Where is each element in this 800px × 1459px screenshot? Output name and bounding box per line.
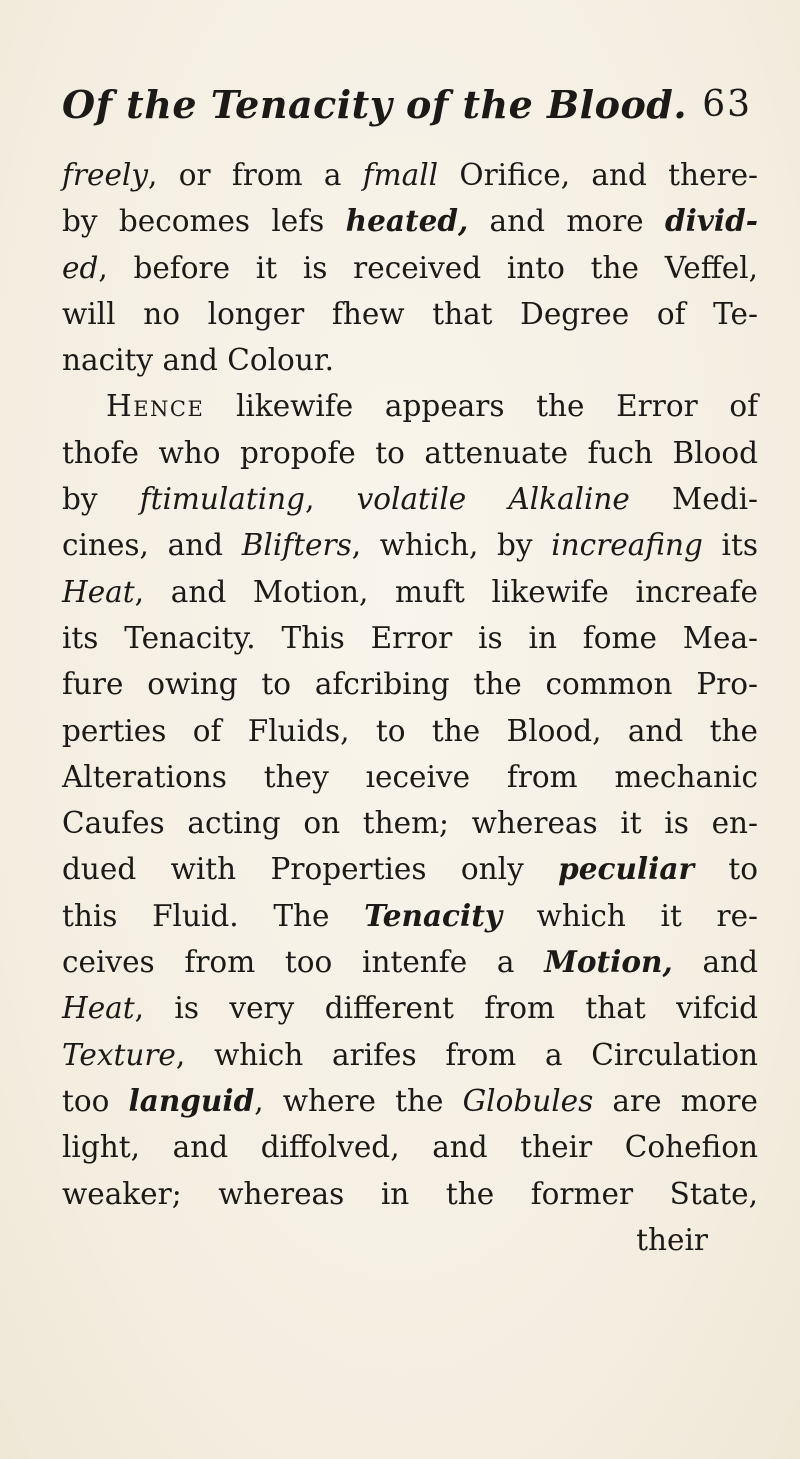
text-run: are more: [593, 1083, 758, 1118]
text-run: perties of Fluids, to the Blood, and the: [62, 713, 758, 748]
text-line: [62, 291, 758, 337]
text-line: [62, 569, 758, 615]
emphasized-text: increafing: [551, 528, 703, 563]
text-line: [62, 1032, 758, 1078]
text-line: [62, 337, 758, 383]
text-run: thofe who propofe to attenuate fuch Blood: [62, 435, 758, 470]
text-run: Alterations they ıeceive from mechanic: [62, 759, 758, 794]
emphasized-text: ed: [62, 250, 99, 285]
text-line: [62, 522, 758, 568]
text-run: nacity and Colour.: [62, 343, 335, 378]
text-line: [62, 383, 758, 429]
emphasized-text: Globules: [462, 1083, 594, 1118]
text-line: [62, 846, 758, 892]
text-line: [62, 1171, 758, 1217]
catchword-line: [62, 1217, 758, 1263]
running-head: [62, 82, 752, 142]
text-run: to: [694, 852, 758, 887]
text-run: , where the: [254, 1083, 463, 1118]
text-run: , which arifes from a Circulation: [175, 1037, 758, 1072]
emphasized-text: Tenacity: [364, 897, 502, 933]
text-run: and: [672, 945, 758, 980]
emphasized-text: ftimulating: [139, 482, 306, 517]
text-run: this Fluid. The: [62, 898, 365, 933]
text-run: weaker; whereas in the former State,: [62, 1176, 758, 1211]
text-run: dued with Properties only: [62, 852, 559, 887]
emphasized-text: divid-: [664, 203, 758, 239]
text-run: Orifice, and there-: [438, 158, 759, 192]
text-run: , before it is received into the Veffel,: [98, 250, 758, 285]
body-text: [62, 152, 758, 1263]
emphasized-text: Blifters: [241, 528, 352, 563]
text-run: light, and diffolved, and their Cohefion: [62, 1130, 758, 1165]
emphasized-text: volatile Alkaline: [356, 482, 630, 517]
text-line: [62, 800, 758, 846]
text-run: Medi-: [629, 482, 758, 517]
emphasized-text: Hence: [106, 389, 205, 424]
text-run: Caufes acting on them; whereas it is en-: [62, 806, 758, 841]
emphasized-text: languid: [128, 1082, 255, 1118]
running-title: Of the Tenacity of the Blood.: [62, 82, 688, 127]
text-line: [62, 1124, 758, 1170]
emphasized-text: Motion,: [544, 944, 673, 980]
text-run: its: [702, 528, 758, 563]
text-run: , and Motion, muft likewife increafe: [134, 574, 758, 609]
text-run: will no longer fhew that Degree of Te-: [62, 296, 758, 331]
text-line: [62, 476, 758, 522]
emphasized-text: freely: [62, 158, 149, 192]
text-run: by becomes lefs: [62, 204, 346, 239]
text-line: [62, 754, 758, 800]
emphasized-text: Texture: [62, 1037, 176, 1072]
text-run: by: [62, 482, 140, 517]
text-line: [62, 152, 758, 198]
text-run: and more: [468, 204, 665, 239]
text-run: their: [636, 1222, 708, 1257]
text-run: , is very different from that vifcid: [134, 991, 758, 1026]
text-run: , or from a: [148, 158, 363, 192]
text-run: cines, and: [62, 528, 242, 563]
text-run: ,: [305, 482, 357, 517]
text-run: which it re-: [502, 898, 759, 933]
text-line: [62, 1078, 758, 1124]
text-line: [62, 198, 758, 244]
text-run: its Tenacity. This Error is in fome Mea-: [62, 620, 758, 655]
text-line: [62, 985, 758, 1031]
text-line: [62, 245, 758, 291]
emphasized-text: Heat: [62, 991, 135, 1026]
text-line: [62, 893, 758, 939]
text-run: too: [62, 1083, 129, 1118]
text-line: [62, 939, 758, 985]
text-line: [62, 430, 758, 476]
text-run: ceives from too intenfe a: [62, 945, 545, 980]
emphasized-text: Heat: [62, 574, 135, 609]
emphasized-text: heated,: [345, 203, 469, 239]
page-number: 63: [702, 84, 752, 125]
text-run: fure owing to afcribing the common Pro-: [62, 667, 758, 702]
text-run: , which, by: [351, 528, 552, 563]
text-line: [62, 615, 758, 661]
emphasized-text: fmall: [362, 158, 439, 192]
text-run: likewife appears the Error of: [204, 389, 758, 424]
emphasized-text: peculiar: [558, 851, 695, 887]
text-line: [62, 661, 758, 707]
text-line: [62, 708, 758, 754]
